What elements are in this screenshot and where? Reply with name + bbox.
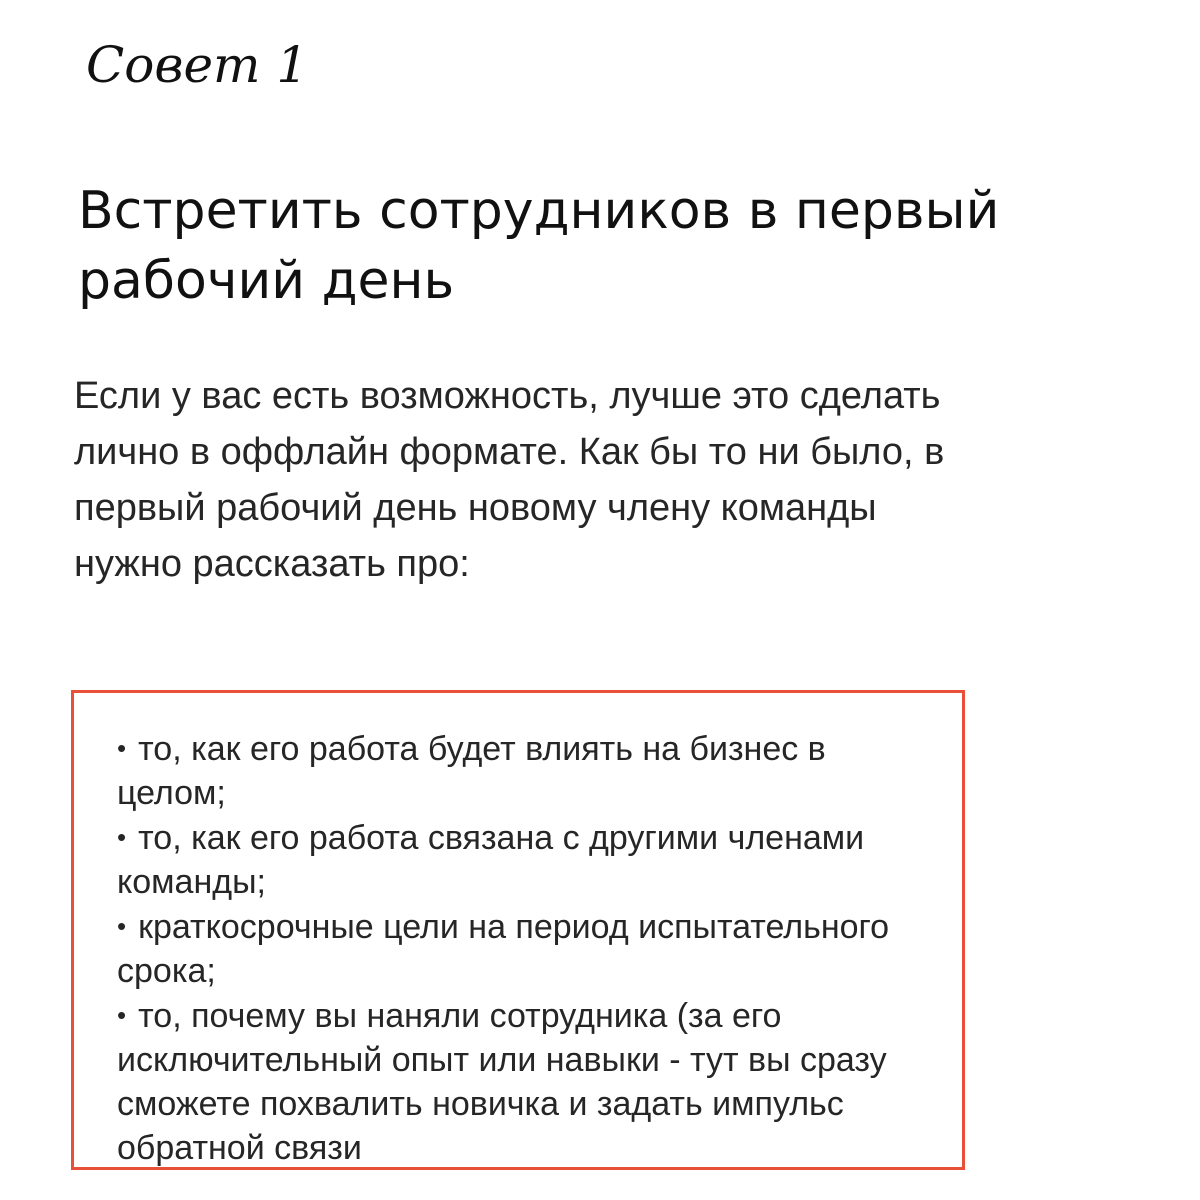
list-item-line: исключительный опыт или навыки - тут вы сразу (117, 1041, 887, 1079)
intro-line: лично в оффлайн формате. Как бы то ни было, в (74, 431, 945, 473)
bullet-icon: • (117, 733, 127, 763)
page-title-line: рабочий день (78, 251, 455, 311)
bullet-icon: • (117, 822, 127, 852)
list-item-line (117, 993, 947, 1038)
list-item-line: целом; (117, 774, 226, 812)
list-item-line (117, 726, 947, 771)
bullet-icon: • (117, 1000, 127, 1030)
list-item-text: то, почему вы наняли сотрудника (за его (138, 997, 782, 1035)
list-item-line (117, 815, 947, 860)
list-item-text: то, как его работа будет влиять на бизнес в (138, 730, 826, 768)
list-item-line: обратной связи (117, 1129, 362, 1167)
highlighted-list-box (71, 690, 965, 1170)
list-item-line: срока; (117, 952, 216, 990)
intro-paragraph (74, 368, 1154, 592)
list-item-text: то, как его работа связана с другими членами (138, 819, 865, 857)
intro-line: первый рабочий день новому члену команды (74, 487, 877, 529)
list-item (117, 815, 947, 904)
list-item-line: команды; (117, 863, 266, 901)
list-item-text: краткосрочные цели на период испытательного (138, 908, 890, 946)
list-item (117, 993, 947, 1170)
list-item-line: сможете похвалить новичка и задать импульс (117, 1085, 844, 1123)
list-item (117, 726, 947, 815)
bullet-list (117, 726, 947, 1170)
page-title (78, 176, 1138, 316)
tip-label: Совет 1 (86, 36, 309, 94)
intro-line: Если у вас есть возможность, лучше это сделать (74, 375, 941, 417)
list-item (117, 904, 947, 993)
page-title-line: Встретить сотрудников в первый (78, 181, 1000, 241)
bullet-icon: • (117, 911, 127, 941)
list-item-line (117, 904, 947, 949)
intro-line: нужно рассказать про: (74, 543, 470, 585)
